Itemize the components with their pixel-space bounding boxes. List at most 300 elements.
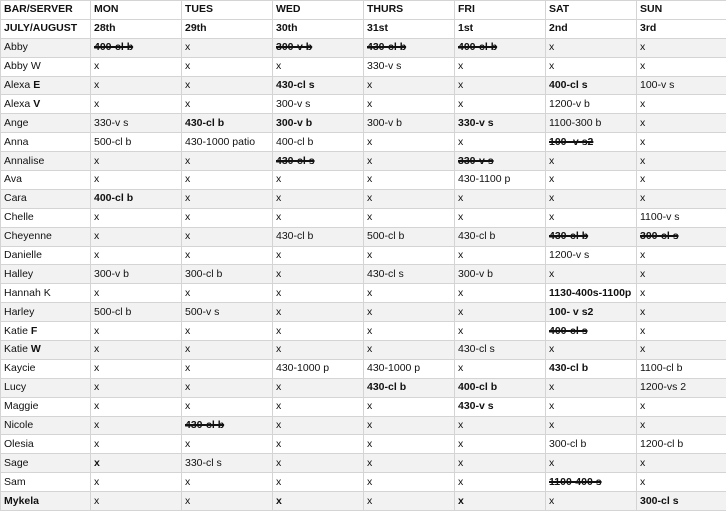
shift-entry: 1200-v b bbox=[549, 98, 590, 110]
shift-cell bbox=[182, 341, 273, 360]
shift-entry: 430-1100 p bbox=[458, 173, 510, 185]
shift-off-mark: x bbox=[549, 60, 554, 72]
staff-name: Abby bbox=[4, 41, 28, 53]
shift-cell bbox=[364, 246, 455, 265]
staff-name-cell bbox=[1, 38, 91, 57]
shift-entry: 300-v b bbox=[458, 268, 493, 280]
shift-cell bbox=[546, 189, 637, 208]
shift-cell bbox=[455, 246, 546, 265]
shift-cell bbox=[546, 303, 637, 322]
staff-name: Harley bbox=[4, 306, 34, 318]
shift-cell bbox=[364, 492, 455, 511]
shift-cell bbox=[637, 435, 726, 454]
shift-off-mark: x bbox=[367, 98, 372, 110]
shift-off-mark: x bbox=[640, 155, 645, 167]
shift-off-mark: x bbox=[185, 325, 190, 337]
shift-entry: 400-cl b bbox=[276, 136, 313, 148]
shift-cell bbox=[91, 341, 182, 360]
shift-off-mark: x bbox=[458, 476, 463, 488]
shift-off-mark: x bbox=[640, 419, 645, 431]
shift-cell bbox=[91, 38, 182, 57]
shift-cell bbox=[546, 397, 637, 416]
shift-cell bbox=[455, 76, 546, 95]
shift-cell bbox=[364, 322, 455, 341]
shift-off-mark: x bbox=[549, 381, 554, 393]
shift-cell bbox=[546, 378, 637, 397]
shift-off-mark: x bbox=[185, 287, 190, 299]
shift-cell bbox=[546, 473, 637, 492]
shift-off-mark: x bbox=[458, 192, 463, 204]
shift-cell bbox=[364, 265, 455, 284]
staff-name-cell bbox=[1, 454, 91, 473]
shift-cell bbox=[182, 95, 273, 114]
shift-cell bbox=[182, 57, 273, 76]
shift-cell bbox=[364, 208, 455, 227]
shift-off-mark: x bbox=[458, 325, 463, 337]
shift-cell bbox=[637, 322, 726, 341]
shift-cell bbox=[91, 397, 182, 416]
shift-entry: 430-cl b bbox=[185, 117, 224, 129]
shift-cell bbox=[637, 171, 726, 190]
staff-name-cell bbox=[1, 322, 91, 341]
shift-cell bbox=[637, 133, 726, 152]
shift-off-mark: x bbox=[640, 268, 645, 280]
staff-row bbox=[1, 284, 726, 303]
shift-off-mark: x bbox=[549, 419, 554, 431]
shift-cell bbox=[455, 171, 546, 190]
shift-entry: 500-cl b bbox=[94, 306, 131, 318]
staff-name: Anna bbox=[4, 136, 29, 148]
shift-off-mark: x bbox=[549, 192, 554, 204]
shift-entry: 330-v s bbox=[367, 60, 401, 72]
day-header: WED bbox=[273, 1, 364, 20]
shift-off-mark: x bbox=[367, 400, 372, 412]
shift-off-mark: x bbox=[640, 136, 645, 148]
shift-cell bbox=[455, 265, 546, 284]
shift-off-mark: x bbox=[276, 287, 281, 299]
shift-cell bbox=[364, 95, 455, 114]
shift-cell bbox=[637, 341, 726, 360]
staff-row bbox=[1, 171, 726, 190]
shift-cell bbox=[637, 378, 726, 397]
shift-cell bbox=[546, 359, 637, 378]
staff-row bbox=[1, 38, 726, 57]
staff-name-cell bbox=[1, 246, 91, 265]
staff-row bbox=[1, 133, 726, 152]
shift-cell bbox=[273, 322, 364, 341]
shift-entry: 300-v b bbox=[94, 268, 129, 280]
shift-off-mark: x bbox=[276, 457, 281, 469]
shift-cell bbox=[546, 341, 637, 360]
day-header-row bbox=[1, 1, 726, 20]
shift-entry: 1200-v s bbox=[549, 249, 589, 261]
shift-off-mark: x bbox=[640, 457, 645, 469]
shift-off-mark: x bbox=[185, 230, 190, 242]
shift-cell bbox=[455, 435, 546, 454]
staff-name: Chelle bbox=[4, 211, 34, 223]
staff-row bbox=[1, 416, 726, 435]
shift-entry: 1130-400s-1100p bbox=[549, 287, 631, 299]
shift-cell bbox=[637, 95, 726, 114]
shift-cell bbox=[273, 359, 364, 378]
shift-cell bbox=[546, 284, 637, 303]
date-header-row bbox=[1, 19, 726, 38]
shift-cell bbox=[364, 397, 455, 416]
shift-off-mark: x bbox=[94, 249, 99, 261]
shift-cell bbox=[273, 38, 364, 57]
shift-entry: 300-v s bbox=[276, 98, 310, 110]
shift-cell bbox=[91, 492, 182, 511]
shift-cell bbox=[455, 284, 546, 303]
shift-cell bbox=[182, 435, 273, 454]
shift-off-mark: x bbox=[458, 287, 463, 299]
shift-cell bbox=[273, 246, 364, 265]
shift-cell bbox=[455, 397, 546, 416]
shift-off-mark: x bbox=[367, 495, 372, 507]
staff-name: Cara bbox=[4, 192, 27, 204]
shift-cell bbox=[546, 76, 637, 95]
shift-off-mark: x bbox=[185, 173, 190, 185]
shift-cell bbox=[637, 416, 726, 435]
shift-off-mark: x bbox=[367, 438, 372, 450]
shift-cell bbox=[182, 114, 273, 133]
shift-entry: 500-v s bbox=[185, 306, 219, 318]
shift-cell bbox=[455, 359, 546, 378]
shift-off-mark: x bbox=[185, 249, 190, 261]
shift-cell bbox=[546, 322, 637, 341]
shift-off-mark: x bbox=[185, 476, 190, 488]
date-header: 3rd bbox=[637, 19, 726, 38]
shift-cell bbox=[546, 454, 637, 473]
shift-cell bbox=[364, 133, 455, 152]
shift-off-mark: x bbox=[367, 79, 372, 91]
shift-cell bbox=[546, 246, 637, 265]
shift-cell bbox=[364, 227, 455, 246]
shift-off-mark: x bbox=[549, 211, 554, 223]
shift-cell bbox=[182, 397, 273, 416]
shift-cell bbox=[182, 322, 273, 341]
shift-entry: 100- v s2 bbox=[549, 136, 593, 148]
staff-initial: F bbox=[31, 325, 37, 337]
staff-row bbox=[1, 435, 726, 454]
shift-off-mark: x bbox=[367, 419, 372, 431]
shift-cell bbox=[273, 454, 364, 473]
shift-off-mark: x bbox=[367, 192, 372, 204]
shift-cell bbox=[546, 133, 637, 152]
shift-cell bbox=[455, 133, 546, 152]
shift-off-mark: x bbox=[276, 476, 281, 488]
shift-off-mark: x bbox=[94, 419, 99, 431]
staff-name: Nicole bbox=[4, 419, 33, 431]
shift-cell bbox=[364, 435, 455, 454]
shift-entry: 400-cl b bbox=[458, 41, 497, 53]
shift-cell bbox=[546, 416, 637, 435]
staff-row bbox=[1, 341, 726, 360]
shift-cell bbox=[273, 473, 364, 492]
shift-off-mark: x bbox=[276, 306, 281, 318]
shift-cell bbox=[273, 284, 364, 303]
shift-off-mark: x bbox=[185, 79, 190, 91]
staff-name: Alexa bbox=[4, 79, 33, 91]
shift-cell bbox=[546, 435, 637, 454]
shift-off-mark: x bbox=[458, 457, 463, 469]
shift-off-mark: x bbox=[458, 306, 463, 318]
staff-name-cell bbox=[1, 284, 91, 303]
shift-cell bbox=[273, 303, 364, 322]
shift-off-mark: x bbox=[276, 400, 281, 412]
shift-cell bbox=[637, 38, 726, 57]
shift-off-mark: x bbox=[458, 362, 463, 374]
shift-off-mark: x bbox=[94, 173, 99, 185]
shift-cell bbox=[455, 152, 546, 171]
shift-entry: 300-v b bbox=[276, 41, 312, 53]
staff-name: Annalise bbox=[4, 155, 44, 167]
staff-name: Maggie bbox=[4, 400, 38, 412]
shift-cell bbox=[273, 378, 364, 397]
staff-name: Abby W bbox=[4, 60, 41, 72]
shift-cell bbox=[637, 189, 726, 208]
shift-cell bbox=[546, 95, 637, 114]
shift-entry: 430-cl s bbox=[458, 343, 495, 355]
shift-off-mark: x bbox=[276, 438, 281, 450]
shift-cell bbox=[637, 152, 726, 171]
staff-name: Sage bbox=[4, 457, 29, 469]
staff-row bbox=[1, 57, 726, 76]
shift-cell bbox=[182, 473, 273, 492]
shift-entry: 430-cl b bbox=[549, 230, 588, 242]
shift-cell bbox=[637, 246, 726, 265]
shift-entry: 300-cl s bbox=[640, 230, 679, 242]
staff-name: Ange bbox=[4, 117, 29, 129]
staff-row bbox=[1, 397, 726, 416]
shift-off-mark: x bbox=[367, 173, 372, 185]
shift-off-mark: x bbox=[276, 381, 281, 393]
shift-off-mark: x bbox=[367, 287, 372, 299]
shift-cell bbox=[273, 76, 364, 95]
shift-cell bbox=[364, 416, 455, 435]
shift-cell bbox=[182, 133, 273, 152]
shift-off-mark: x bbox=[94, 457, 100, 469]
shift-cell bbox=[91, 454, 182, 473]
shift-off-mark: x bbox=[94, 343, 99, 355]
shift-off-mark: x bbox=[367, 155, 372, 167]
shift-cell bbox=[91, 284, 182, 303]
shift-entry: 430-cl b bbox=[549, 362, 588, 374]
staff-row bbox=[1, 265, 726, 284]
shift-off-mark: x bbox=[185, 362, 190, 374]
shift-cell bbox=[91, 189, 182, 208]
staff-row bbox=[1, 95, 726, 114]
shift-cell bbox=[364, 171, 455, 190]
shift-cell bbox=[546, 227, 637, 246]
corner-label: BAR/SERVER bbox=[1, 1, 91, 20]
shift-cell bbox=[182, 378, 273, 397]
shift-entry: 430-cl b bbox=[185, 419, 224, 431]
shift-cell bbox=[91, 378, 182, 397]
shift-cell bbox=[637, 492, 726, 511]
staff-initial: V bbox=[33, 98, 40, 110]
shift-cell bbox=[546, 114, 637, 133]
shift-off-mark: x bbox=[458, 98, 463, 110]
shift-off-mark: x bbox=[185, 192, 190, 204]
shift-entry: 430-cl b bbox=[276, 230, 313, 242]
staff-name-cell bbox=[1, 208, 91, 227]
shift-cell bbox=[364, 38, 455, 57]
shift-off-mark: x bbox=[276, 343, 281, 355]
shift-cell bbox=[182, 284, 273, 303]
shift-entry: 1100-300 b bbox=[549, 117, 601, 129]
shift-cell bbox=[364, 359, 455, 378]
shift-cell bbox=[273, 227, 364, 246]
shift-entry: 430-1000 p bbox=[367, 362, 420, 374]
shift-cell bbox=[637, 454, 726, 473]
staff-name-cell bbox=[1, 303, 91, 322]
shift-off-mark: x bbox=[367, 457, 372, 469]
shift-off-mark: x bbox=[640, 117, 645, 129]
shift-cell bbox=[182, 208, 273, 227]
shift-cell bbox=[273, 114, 364, 133]
shift-cell bbox=[364, 152, 455, 171]
staff-name: Danielle bbox=[4, 249, 42, 261]
shift-entry: 430-cl s bbox=[276, 79, 315, 91]
shift-cell bbox=[455, 492, 546, 511]
staff-name-cell bbox=[1, 341, 91, 360]
shift-cell bbox=[91, 133, 182, 152]
shift-cell bbox=[91, 152, 182, 171]
shift-off-mark: x bbox=[367, 136, 372, 148]
shift-cell bbox=[637, 265, 726, 284]
month-label: JULY/AUGUST bbox=[1, 19, 91, 38]
shift-entry: 330-v s bbox=[94, 117, 128, 129]
shift-off-mark: x bbox=[549, 343, 554, 355]
staff-row bbox=[1, 76, 726, 95]
shift-entry: 1100-400 s bbox=[549, 476, 602, 488]
shift-cell bbox=[91, 95, 182, 114]
shift-cell bbox=[273, 95, 364, 114]
shift-entry: 500-cl b bbox=[367, 230, 404, 242]
shift-cell bbox=[91, 322, 182, 341]
staff-name: Katie bbox=[4, 325, 31, 337]
shift-entry: 430-1000 p bbox=[276, 362, 329, 374]
staff-row bbox=[1, 454, 726, 473]
shift-off-mark: x bbox=[367, 325, 372, 337]
staff-row bbox=[1, 227, 726, 246]
shift-cell bbox=[455, 95, 546, 114]
shift-cell bbox=[637, 208, 726, 227]
shift-off-mark: x bbox=[94, 438, 99, 450]
shift-off-mark: x bbox=[94, 476, 99, 488]
shift-off-mark: x bbox=[367, 249, 372, 261]
shift-entry: 430-cl b bbox=[367, 381, 406, 393]
shift-entry: 430-1000 patio bbox=[185, 136, 255, 148]
shift-cell bbox=[273, 208, 364, 227]
shift-cell bbox=[455, 57, 546, 76]
shift-entry: 400-cl b bbox=[458, 381, 497, 393]
shift-cell bbox=[273, 416, 364, 435]
shift-off-mark: x bbox=[640, 400, 645, 412]
shift-cell bbox=[273, 189, 364, 208]
shift-cell bbox=[91, 208, 182, 227]
shift-off-mark: x bbox=[94, 495, 99, 507]
staff-name: Sam bbox=[4, 476, 26, 488]
shift-off-mark: x bbox=[549, 400, 554, 412]
shift-cell bbox=[546, 208, 637, 227]
shift-entry: 300-cl s bbox=[640, 495, 679, 507]
shift-off-mark: x bbox=[549, 41, 554, 53]
shift-cell bbox=[455, 454, 546, 473]
shift-off-mark: x bbox=[640, 249, 645, 261]
shift-cell bbox=[91, 57, 182, 76]
staff-name: Hannah K bbox=[4, 287, 51, 299]
shift-entry: 1200-cl b bbox=[640, 438, 683, 450]
shift-off-mark: x bbox=[276, 249, 281, 261]
shift-cell bbox=[637, 359, 726, 378]
shift-off-mark: x bbox=[94, 230, 99, 242]
shift-entry: 400-cl b bbox=[94, 41, 133, 53]
shift-cell bbox=[182, 454, 273, 473]
shift-cell bbox=[364, 303, 455, 322]
staff-name: Lucy bbox=[4, 381, 26, 393]
staff-row bbox=[1, 303, 726, 322]
staff-name-cell bbox=[1, 114, 91, 133]
day-header: FRI bbox=[455, 1, 546, 20]
staff-name: Alexa bbox=[4, 98, 33, 110]
shift-cell bbox=[637, 473, 726, 492]
shift-cell bbox=[273, 435, 364, 454]
shift-cell bbox=[182, 303, 273, 322]
shift-off-mark: x bbox=[94, 381, 99, 393]
shift-off-mark: x bbox=[458, 495, 464, 507]
shift-cell bbox=[364, 341, 455, 360]
shift-off-mark: x bbox=[185, 155, 190, 167]
staff-name-cell bbox=[1, 189, 91, 208]
shift-cell bbox=[637, 57, 726, 76]
shift-entry: 430-cl b bbox=[458, 230, 495, 242]
day-header: THURS bbox=[364, 1, 455, 20]
date-header: 31st bbox=[364, 19, 455, 38]
shift-cell bbox=[455, 208, 546, 227]
staff-name-cell bbox=[1, 397, 91, 416]
shift-cell bbox=[182, 171, 273, 190]
staff-row bbox=[1, 208, 726, 227]
date-header: 1st bbox=[455, 19, 546, 38]
shift-off-mark: x bbox=[94, 60, 99, 72]
staff-name-cell bbox=[1, 265, 91, 284]
shift-cell bbox=[91, 227, 182, 246]
shift-off-mark: x bbox=[458, 249, 463, 261]
shift-cell bbox=[182, 189, 273, 208]
shift-off-mark: x bbox=[276, 419, 281, 431]
shift-cell bbox=[182, 246, 273, 265]
date-header: 2nd bbox=[546, 19, 637, 38]
staff-name: Mykela bbox=[4, 495, 39, 507]
staff-name-cell bbox=[1, 57, 91, 76]
staff-name-cell bbox=[1, 359, 91, 378]
shift-off-mark: x bbox=[185, 438, 190, 450]
shift-off-mark: x bbox=[185, 495, 190, 507]
shift-cell bbox=[91, 473, 182, 492]
date-header: 29th bbox=[182, 19, 273, 38]
shift-cell bbox=[273, 341, 364, 360]
shift-off-mark: x bbox=[185, 60, 190, 72]
shift-entry: 500-cl b bbox=[94, 136, 131, 148]
shift-cell bbox=[91, 265, 182, 284]
shift-cell bbox=[182, 227, 273, 246]
shift-entry: 1100-v s bbox=[640, 211, 680, 223]
shift-cell bbox=[182, 265, 273, 284]
shift-cell bbox=[182, 492, 273, 511]
staff-row bbox=[1, 473, 726, 492]
